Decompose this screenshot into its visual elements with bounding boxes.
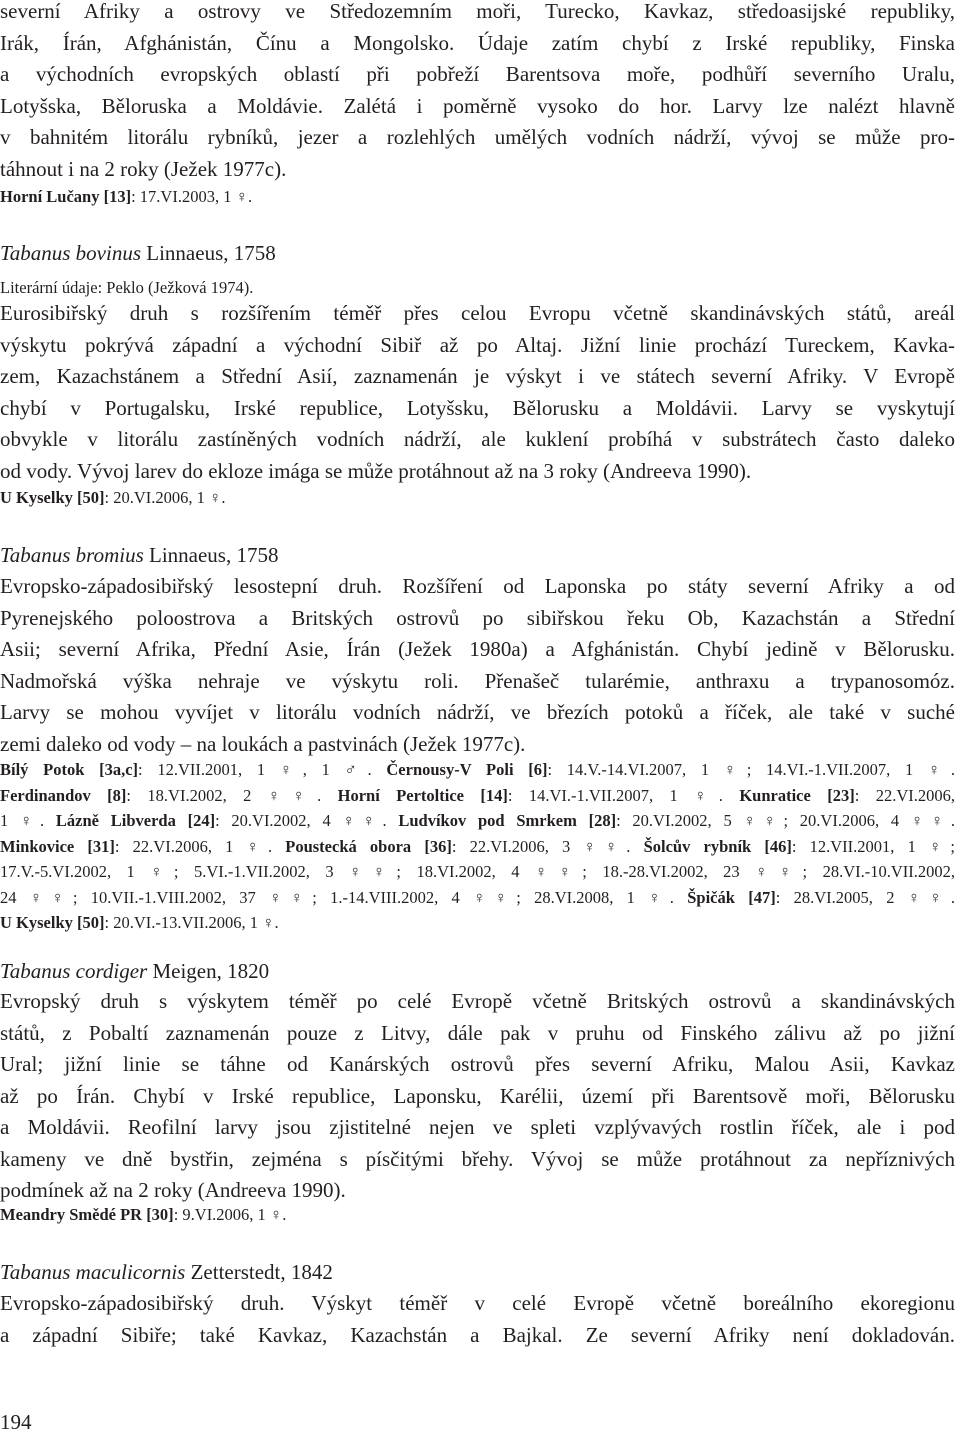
intro-paragraph — [0, 0, 955, 185]
text-line: Ural; jižní linie se táhne od Kanárských ostrovů přes severní Afriku, Malou Asii, Kavkaz — [0, 1052, 955, 1076]
literature-note: Literární údaje: Peklo (Ježková 1974). — [0, 278, 254, 297]
text-line: zem, Kazachstánem a Střední Asií, zaznamenán je výskyt i ve státech severní Afriky. V Evropě — [0, 364, 955, 388]
text-line: a východních evropských oblastí při pobřeží Barentsova moře, podhůří severního Uralu, — [0, 62, 955, 86]
locality-name: Černousy-V Poli [6] — [386, 760, 548, 779]
text-line: Evropsko-západosibiřský lesostepní druh. Rozšíření od Laponska po státy severní Afriky a od — [0, 574, 955, 598]
species-name: Tabanus bromius — [0, 543, 144, 567]
record-data: : 12.VII.2001, 1 ♀; — [791, 836, 956, 856]
text-line: Pyrenejského poloostrova a Britských ostrovů po sibiřskou řeku Ob, Kazachstán a Střední — [0, 605, 955, 630]
species-name: Tabanus bovinus — [0, 241, 142, 265]
text-line: Lotyšska, Běloruska a Moldávie. Zalétá i poměrně vysoko do hor. Larvy lze nalézt hlavně — [0, 93, 955, 118]
text-line: a západní Sibiře; také Kavkaz, Kazachstán a Bajkal. Ze severní Afriky není dokladován. — [0, 1322, 955, 1347]
record-line — [0, 859, 955, 885]
record-data: : 18.VI.2002, 2 ♀♀. — [126, 785, 338, 805]
locality-name: Kunratice [23] — [739, 785, 855, 805]
record-data: : 28.VI.2005, 2 ♀♀. — [775, 887, 955, 907]
species-author: Linnaeus, 1758 — [141, 241, 276, 265]
species-name: Tabanus cordiger — [0, 959, 148, 983]
record-line — [0, 485, 955, 511]
record-line — [0, 783, 955, 809]
text-line: obvykle v litorálu zastíněných vodních nádrží, ale kuklení probíhá v substrátech často daleko — [0, 427, 955, 451]
locality-name: Poustecká obora [36] — [285, 836, 452, 856]
species-author: Zetterstedt, 1842 — [185, 1260, 333, 1284]
locality-name: Minkovice [31] — [0, 836, 115, 856]
record-data: : 17.VI.2003, 1 ♀. — [131, 187, 253, 206]
species-heading-bovinus — [0, 238, 955, 268]
text-line: Irák, Írán, Afghánistán, Čínu a Mongolsko. Údaje zatím chybí z Irské republiky, Finska — [0, 30, 955, 55]
record-line — [0, 184, 955, 210]
text-line: od vody. Vývoj larev do ekloze imága se může protáhnout až na 3 roky (Andreeva 1990). — [0, 458, 752, 483]
record-data: : 20.VI.2002, 4 ♀♀. — [215, 811, 399, 830]
text-line: táhnout i na 2 roky (Ježek 1977c). — [0, 156, 287, 181]
locality-name: Ludvíkov pod Smrkem [28] — [398, 811, 617, 830]
text-line: Evropský druh s výskytem téměř po celé Evropě včetně Britských ostrovů a skandinávských — [0, 989, 955, 1013]
record-data: 1 ♀. — [0, 811, 56, 830]
text-line: Evropsko-západosibiřský druh. Výskyt téměř v celé Evropě včetně boreálního ekoregionu — [0, 1291, 955, 1315]
text-line: zemi daleko od vody – na loukách a pastvinách (Ježek 1977c). — [0, 731, 526, 756]
locality-name: Horní Lučany [13] — [0, 187, 132, 206]
record-data: : 9.VI.2006, 1 ♀. — [173, 1205, 287, 1224]
locality-name: Ferdinandov [8] — [0, 785, 127, 805]
record-data: : 20.VI.2002, 5 ♀♀; 20.VI.2006, 4 ♀♀. — [616, 811, 955, 830]
bromius-records — [0, 757, 955, 936]
text-line: a Moldávii. Reofilní larvy jsou zjistitelné nejen ve spleti vzplývavých rostlin říček, ale i pod — [0, 1115, 955, 1139]
text-line: států, z Pobaltí zaznamenán pouze z Litvy, dále pak v pruhu od Finského zálivu až po jižní — [0, 1020, 955, 1045]
cordiger-paragraph — [0, 986, 955, 1207]
record-data: : 20.VI.2006, 1 ♀. — [104, 488, 226, 507]
text-line: Eurosibiřský druh s rozšířením téměř přes celou Evropu včetně skandinávských států, areál — [0, 301, 955, 325]
bromius-paragraph — [0, 571, 955, 760]
record-data: 24 ♀♀; 10.VII.-1.VIII.2002, 37 ♀♀; 1.-14.VIII.2002, 4 ♀♀; 28.VI.2008, 1 ♀. — [0, 887, 688, 907]
text-line: severní Afriky a ostrovy ve Středozemním moři, Turecko, Kavkaz, středoasijské republiky, — [0, 0, 955, 23]
record-line — [0, 834, 955, 860]
record-line — [0, 808, 955, 834]
text-line: Larvy se mohou vyvíjet v litorálu vodních nádrží, ve březích potoků a říček, ale také v suché — [0, 700, 955, 724]
record-data: : 12.VII.2001, 1 ♀, 1 ♂. — [138, 760, 387, 779]
locality-name: U Kyselky [50] — [0, 488, 105, 507]
text-line: podmínek až na 2 roky (Andreeva 1990). — [0, 1178, 346, 1202]
record-data: : 14.V.-14.VI.2007, 1 ♀; 14.VI.-1.VII.2007, 1 ♀. — [547, 760, 955, 779]
text-line: kameny ve dně bystřin, zejména s písčitými břehy. Vývoj se může protáhnout za nepříznivých — [0, 1146, 955, 1171]
locality-name: Horní Pertoltice [14] — [337, 785, 508, 805]
species-author: Linnaeus, 1758 — [143, 543, 279, 567]
species-heading-maculicornis — [0, 1257, 955, 1287]
text-line: Nadmořská výška nehraje ve výskytu roli. Přenašeč tularémie, anthraxu a trypanosomóz. — [0, 668, 955, 693]
text-line: výskytu pokrývá západní a východní Sibiř až po Altaj. Jižní linie prochází Tureckem, Kavka- — [0, 332, 955, 357]
locality-name: Lázně Libverda [24] — [55, 811, 216, 830]
record-data: : 22.VI.2006, 3 ♀♀. — [451, 836, 644, 856]
bovinus-record — [0, 485, 955, 511]
record-data: 17.V.-5.VI.2002, 1 ♀; 5.VI.-1.VII.2002, 3 ♀♀; 18.VI.2002, 4 ♀♀; 18.-28.VI.2002, 23 ♀♀; 28.VI.-10.VII.2002, — [0, 862, 955, 881]
record-line — [0, 757, 955, 783]
record-data: : 22.VI.2006, 1 ♀. — [114, 836, 286, 856]
text-line: Asii; severní Afrika, Přední Asie, Írán (Ježek 1980a) a Afghánistán. Chybí jedině v Bělorusku. — [0, 637, 955, 661]
locality-name: Šolcův rybník [46] — [643, 836, 792, 856]
record-data: : 20.VI.-13.VII.2006, 1 ♀. — [104, 913, 279, 932]
species-name: Tabanus maculicornis — [0, 1260, 186, 1284]
maculicornis-paragraph — [0, 1288, 955, 1351]
record-data: : 22.VI.2006, — [854, 785, 955, 805]
locality-name: Meandry Smědé PR [30] — [0, 1205, 174, 1224]
record-line — [0, 1202, 955, 1228]
record-data: : 14.VI.-1.VII.2007, 1 ♀. — [507, 785, 740, 805]
text-line: chybí v Portugalsku, Irské republice, Lotyšsku, Bělorusku a Moldávii. Larvy se vyskytují — [0, 395, 955, 420]
page-number: 194 — [0, 1410, 32, 1434]
record-line — [0, 885, 955, 911]
species-heading-cordiger — [0, 956, 955, 986]
text-line: až po Írán. Chybí v Irské republice, Laponsku, Karélii, území při Barentsově moři, Bělorusku — [0, 1083, 955, 1108]
cordiger-record — [0, 1202, 955, 1228]
species-author: Meigen, 1820 — [147, 959, 270, 983]
text-line: v bahnitém litorálu rybníků, jezer a rozlehlých umělých vodních nádrží, vývoj se může pro- — [0, 125, 955, 149]
intro-record — [0, 184, 955, 210]
locality-name: Bílý Potok [3a,c] — [0, 760, 139, 779]
locality-name: U Kyselky [50] — [0, 913, 105, 932]
bovinus-paragraph — [0, 298, 955, 487]
species-heading-bromius — [0, 540, 955, 570]
record-line — [0, 910, 955, 936]
locality-name: Špičák [47] — [687, 887, 776, 907]
